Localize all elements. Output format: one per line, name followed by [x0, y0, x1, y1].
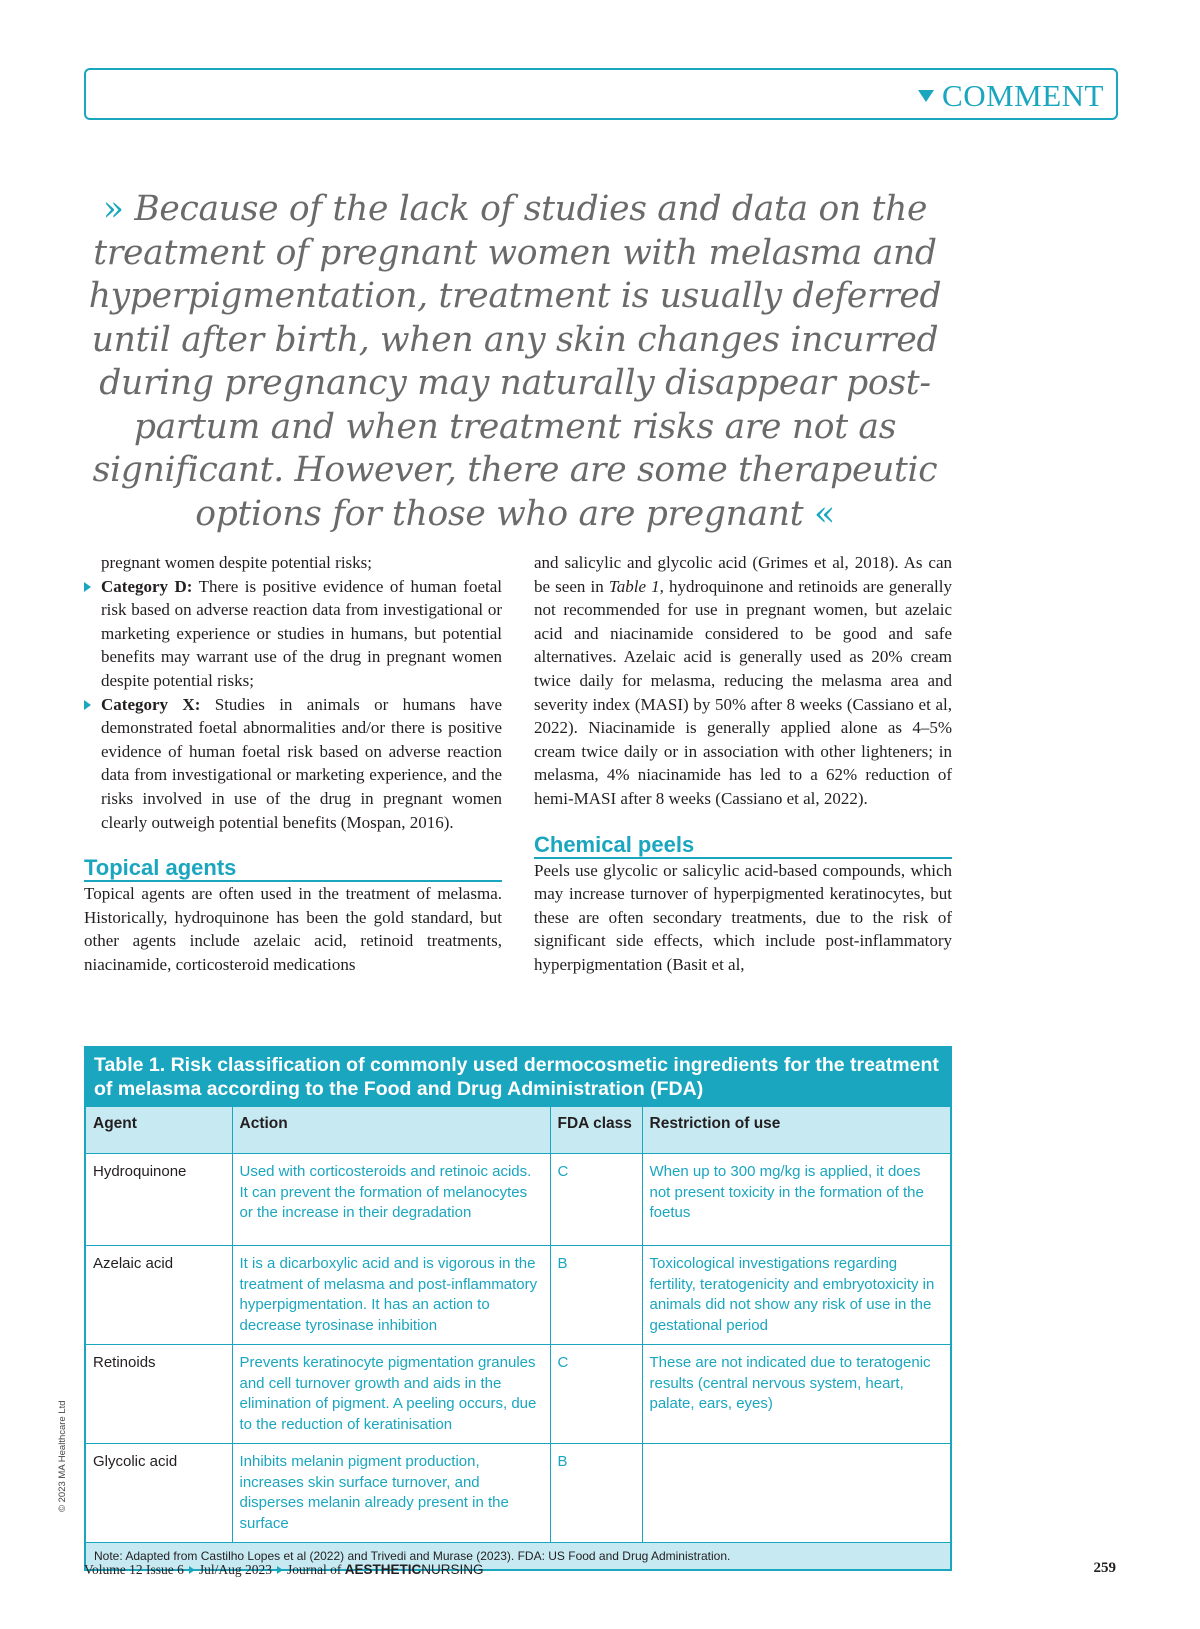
table-title: Table 1. Risk classification of commonly used dermocosmetic ingredients for the treatment of melasma according to the Food and Drug Administration (FDA) [86, 1048, 950, 1107]
bullet-arrow-icon [84, 700, 91, 710]
category-x-text: Studies in animals or humans have demonstrated foetal abnormalities and/or there is positive evidence of human foetal risk based on adverse reaction data from investigational or marketing experience, and the risks involved in use of the drug in pregnant women clearly outweigh potential benefits (Mospan, 2016). [101, 694, 502, 832]
header-agent: Agent [86, 1107, 232, 1154]
copyright-notice: © 2023 MA Healthcare Ltd [57, 1400, 68, 1512]
bullet-arrow-icon [84, 582, 91, 592]
header-action: Action [232, 1107, 550, 1154]
risk-table [86, 1107, 950, 1542]
cell-action: Inhibits melanin pigment production, increases skin surface turnover, and disperses melanin already present in the surface [232, 1444, 550, 1543]
footer-journal-prefix: Journal of [287, 1562, 342, 1577]
cell-agent: Glycolic acid [86, 1444, 232, 1543]
cell-restriction [642, 1444, 950, 1543]
category-x-item [84, 693, 502, 835]
section-label [918, 78, 1104, 114]
header-fda-class: FDA class [550, 1107, 642, 1154]
cell-fda-class: B [550, 1444, 642, 1543]
right-column [534, 551, 952, 977]
continuation-text: pregnant women despite potential risks; [101, 553, 372, 572]
cell-agent: Hydroquinone [86, 1154, 232, 1246]
section-label-text: COMMENT [942, 78, 1104, 113]
topical-agents-text: Topical agents are often used in the treatment of melasma. Historically, hydroquinone has been the gold standard, but other agents include azelaic acid, retinoid treatments, niacinamide, corticosteroid medications [84, 884, 502, 974]
cell-restriction: When up to 300 mg/kg is applied, it does not present toxicity in the formation of the foetus [642, 1154, 950, 1246]
category-x-label: Category X: [101, 694, 201, 714]
left-column [84, 551, 502, 977]
section-header-box [84, 68, 1118, 120]
table-header-row [86, 1107, 950, 1154]
right-para-1b: , hydroquinone and retinoids are generally not recommended for use in pregnant women, but azelaic acid and niacinamide considered to be good and safe alternatives. Azelaic acid is generally used as 20% cream twice daily for melasma, reducing the melasma area and severity index (MASI) by 50% after 8 weeks (Cassiano et al, 2022). Niacinamide is generally applied alone as 4–5% cream twice daily or in association with other lighteners; in melasma, 4% niacinamide has led to a 62% reduction of hemi-MASI after 8 weeks (Cassiano et al, 2022). [534, 576, 952, 808]
footer-journal-bold: AESTHETIC [344, 1562, 422, 1577]
table-reference: Table 1 [608, 576, 660, 596]
footer-journal-rest: NURSING [421, 1562, 484, 1577]
cell-restriction: Toxicological investigations regarding fertility, teratogenicity and embryotoxicity in animals did not show any risk of use in the gestational period [642, 1246, 950, 1345]
footer-arrow-icon [189, 1566, 195, 1574]
cell-agent: Retinoids [86, 1345, 232, 1444]
chemical-peels-heading: Chemical peels [534, 833, 952, 859]
table-1 [84, 1046, 952, 1571]
cell-action: It is a dicarboxylic acid and is vigorous in the treatment of melasma and post-inflammatory hyperpigmentation. It has an action to decrease tyrosinase inhibition [232, 1246, 550, 1345]
quote-close-mark: « [813, 493, 835, 534]
table-row [86, 1444, 950, 1543]
pull-quote [80, 188, 950, 536]
chemical-peels-text: Peels use glycolic or salicylic acid-based compounds, which may increase turnover of hyperpigmented keratinocytes, but these are often secondary treatments, due to the risk of significant side effects, which include post-inflammatory hyperpigmentation (Basit et al, [534, 860, 952, 974]
topical-agents-heading: Topical agents [84, 856, 502, 882]
table-row [86, 1345, 950, 1444]
triangle-down-icon [918, 90, 934, 102]
category-d-label: Category D: [101, 576, 193, 596]
right-para-1 [534, 551, 952, 811]
footer-arrow-icon [277, 1566, 283, 1574]
category-d-item [84, 575, 502, 693]
header-restriction: Restriction of use [642, 1107, 950, 1154]
cell-fda-class: B [550, 1246, 642, 1345]
quote-open-mark: » [102, 189, 124, 229]
footer-volume: Volume 12 Issue 6 [84, 1562, 184, 1577]
cell-restriction: These are not indicated due to teratogenic results (central nervous system, heart, palate, ears, eyes) [642, 1345, 950, 1444]
table-note: Note: Adapted from Castilho Lopes et al (2022) and Trivedi and Murase (2023). FDA: US Food and Drug Administration. [86, 1542, 950, 1569]
pull-quote-text: Because of the lack of studies and data on the treatment of pregnant women with melasma and hyperpigmentation, treatment is usually deferred until after birth, when any skin changes incurred during pregnancy may naturally disappear post-partum and when treatment risks are not as significant. However, there are some therapeutic options for those who are pregnant [88, 189, 942, 534]
page-number: 259 [1093, 1560, 1116, 1576]
cell-action: Used with corticosteroids and retinoic acids. It can prevent the formation of melanocytes or the increase in their degradation [232, 1154, 550, 1246]
footer-date: Jul/Aug 2023 [198, 1562, 273, 1577]
right-para-1a: and salicylic and glycolic acid (Grimes et al, 2018). As can be seen in [534, 553, 952, 596]
table-row [86, 1154, 950, 1246]
cell-fda-class: C [550, 1154, 642, 1246]
table-row [86, 1246, 950, 1345]
footer [84, 1562, 484, 1578]
cell-fda-class: C [550, 1345, 642, 1444]
category-d-text: There is positive evidence of human foetal risk based on adverse reaction data from investigational or marketing experience or studies in humans, but potential benefits may warrant use of the drug in pregnant women despite potential risks; [101, 576, 502, 690]
cell-agent: Azelaic acid [86, 1246, 232, 1345]
cell-action: Prevents keratinocyte pigmentation granules and cell turnover growth and aids in the elimination of pigment. A peeling occurs, due to the reduction of keratinisation [232, 1345, 550, 1444]
